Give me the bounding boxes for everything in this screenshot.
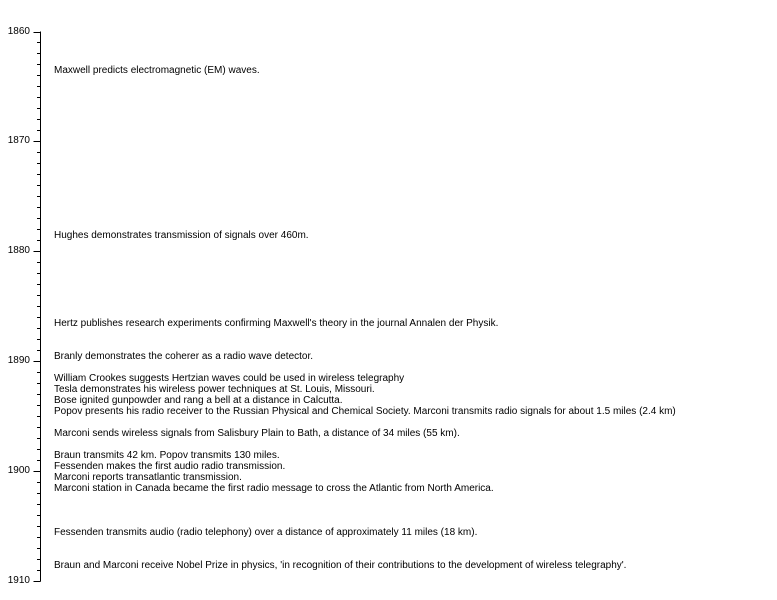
timeline-event-label: Marconi reports transatlantic transmission.	[54, 471, 242, 483]
timeline-event-label: Braun transmits 42 km. Popov transmits 130 miles.	[54, 449, 280, 461]
y-axis-tick-label: 1870	[7, 135, 30, 147]
y-axis-tick-label: 1890	[7, 355, 30, 367]
timeline-event-label: William Crookes suggests Hertzian waves could be used in wireless telegraphy	[54, 372, 405, 384]
y-axis-tick-label: 1860	[7, 25, 30, 37]
y-axis-tick-label: 1900	[7, 465, 30, 477]
timeline-event-label: Braun and Marconi receive Nobel Prize in physics, 'in recognition of their contributions to the development of wireless telegraphy'.	[54, 559, 627, 571]
timeline-event-label: Fessenden transmits audio (radio telephony) over a distance of approximately 11 miles (18 km).	[54, 526, 478, 538]
timeline-event-label: Fessenden makes the first audio radio transmission.	[54, 460, 286, 472]
y-axis-tick-label: 1910	[7, 575, 30, 586]
timeline-event-label: Hertz publishes research experiments confirming Maxwell's theory in the journal Annalen der Physik.	[54, 317, 499, 329]
timeline-event-label: Tesla demonstrates his wireless power techniques at St. Louis, Missouri.	[54, 383, 375, 395]
timeline-event-label: Marconi station in Canada became the first radio message to cross the Atlantic from North America.	[54, 482, 494, 494]
timeline-event-label: Marconi sends wireless signals from Salisbury Plain to Bath, a distance of 34 miles (55 km).	[54, 427, 460, 439]
timeline-event-label: Popov presents his radio receiver to the Russian Physical and Chemical Society. Marconi transmits radio signals for about 1.5 miles (2.4 km)	[54, 405, 676, 417]
timeline-event-label: Maxwell predicts electromagnetic (EM) waves.	[54, 64, 260, 76]
timeline-event-label: Bose ignited gunpowder and rang a bell at a distance in Calcutta.	[54, 394, 343, 406]
y-axis-tick-label: 1880	[7, 245, 30, 257]
timeline-event-label: Hughes demonstrates transmission of signals over 460m.	[54, 229, 309, 241]
timeline-event-label: Branly demonstrates the coherer as a radio wave detector.	[54, 350, 314, 362]
